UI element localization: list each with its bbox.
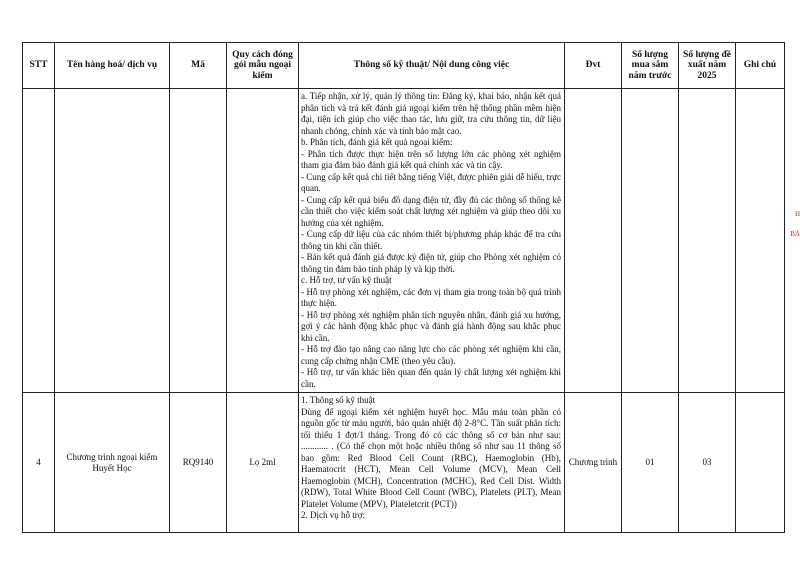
header-note: Ghi chú [736,43,785,89]
margin-stamp-fragment: H BÁ [790,210,800,238]
header-name: Tên hàng hoá/ dịch vụ [55,43,170,89]
header-code: Mã [170,43,227,89]
row4-qty-proposed: 03 [679,393,736,533]
spec-cell-row4: 1. Thông số kỹ thuật Dùng để ngoại kiểm xét nghiệm huyết học. Mẫu máu toàn phần có nguồn gốc từ máu người, bảo quản nhiệt độ 2-8°C. Tần suất phân tích: tối thiểu 1 đợt/1 tháng. Trong đó có các thông số cơ bản như sau: ............ . (Có thể chọn một hoặc nhiều thông số như sau 11 thông số bao gồm: Red Blood Cell Count (RBC), Haemoglobin (Hb), Haematocrit (HCT), Mean Cell Volume (MCV), Mean Cell Haemoglobin (MCH), Concentration (MCHC), Red Cell Dist. Width (RDW), Total White Blood Cell Count (WBC), Platelets (PLT), Mean Platelet Volume (MPV), Plateletcrit (PCT)) 2. Dịch vụ hỗ trợ: [299,393,565,533]
header-qty-prev: Số lượng mua sắm năm trước [622,43,679,89]
header-qty-proposed: Số lượng đề xuất năm 2025 [679,43,736,89]
header-packaging: Quy cách đóng gói mẫu ngoại kiểm [227,43,299,89]
header-stt: STT [23,43,55,89]
row4-packaging: Lọ 2ml [227,393,299,533]
header-row [23,43,785,89]
header-unit: Đvt [565,43,622,89]
spec-table [22,42,785,533]
table-row-4 [23,393,785,533]
row4-name: Chương trình ngoại kiểm Huyết Học [55,393,170,533]
row4-code: RQ9140 [170,393,227,533]
row4-qty-prev: 01 [622,393,679,533]
row4-note [736,393,785,533]
spec-cell-continued: a. Tiếp nhận, xử lý, quản lý thông tin: Đăng ký, khai báo, nhận kết quả phân tích và trả kết đánh giá ngoại kiểm trên hệ thống phần mềm hiện đại, tiện ích giúp cho việc thao tác, lưu giữ, tra cứu thông tin, dữ liệu nhanh chóng, chính xác và tính bảo mật cao. b. Phân tích, đánh giá kết quả ngoại kiểm: - Phân tích được thực hiện trên số lượng lớn các phòng xét nghiệm tham gia đảm bảo đánh giá kết quả chính xác và tin cậy. - Cung cấp kết quả chi tiết bằng tiếng Việt, được phiên giải dễ hiểu, trực quan. - Cung cấp kết quả biểu đồ dạng điện tử, đầy đủ các thông số thống kê cần thiết cho việc kiểm soát chất lượng xét nghiệm và giúp theo dõi xu hướng của xét nghiệm. - Cung cấp dữ liệu của các nhóm thiết bị/phương pháp khác để tra cứu thông tin khi cần thiết. - Bản kết quả đánh giá được ký điện tử, giúp cho Phòng xét nghiệm có thông tin đảm bảo tính pháp lý và kịp thời. c. Hỗ trợ, tư vấn kỹ thuật - Hỗ trợ phòng xét nghiệm, các đơn vị tham gia trong toàn bộ quá trình thực hiện. - Hỗ trợ phòng xét nghiệm phân tích nguyên nhân, đánh giá xu hướng, gợi ý các hành động khắc phục và đánh giá hành động sau khắc phục khi cần. - Hỗ trợ đào tạo nâng cao năng lực cho các phòng xét nghiệm khi cần, cung cấp chứng nhận CME (theo yêu cầu). - Hỗ trợ, tư vấn khác liên quan đến quản lý chất lượng xét nghiệm khi cần. [299,89,565,393]
header-spec: Thông số kỹ thuật/ Nội dung công việc [299,43,565,89]
table-row-continued [23,89,785,393]
row4-stt: 4 [23,393,55,533]
row4-unit: Chương trình [565,393,622,533]
